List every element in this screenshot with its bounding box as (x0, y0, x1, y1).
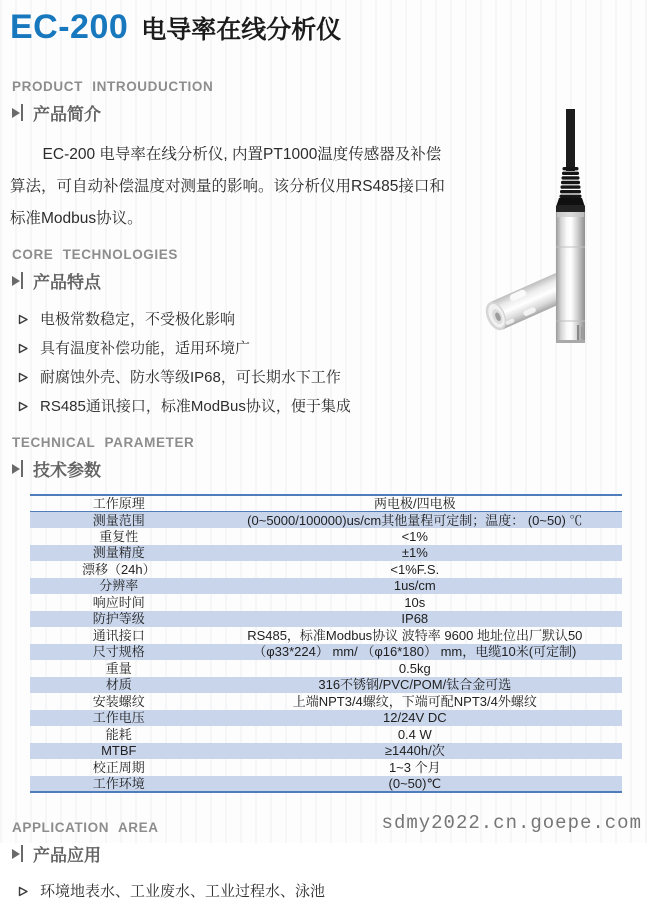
feature-text: 电极常数稳定，不受极化影响 (40, 311, 236, 328)
arrow-bullet-icon (18, 401, 29, 412)
param-label: 材质 (30, 677, 208, 694)
section-title-zh (12, 841, 647, 866)
table-row (30, 660, 622, 677)
watermark-text: sdmy2022.cn.goepe.com (381, 812, 642, 834)
param-value: 两电极/四电极 (208, 495, 622, 512)
section-title-zh (12, 456, 647, 481)
param-label: 重复性 (99, 528, 139, 544)
table-row (30, 743, 622, 760)
section-marker-icon (12, 460, 23, 477)
param-value: 10s (404, 594, 426, 610)
param-value: 1~3 个月 (388, 759, 441, 775)
param-value: (0~5000/100000)us/cm其他量程可定制；温度： (0~50) ℃ (208, 512, 622, 529)
param-value: <1% (401, 528, 428, 544)
section-title-zh-label: 产品特点 (33, 273, 101, 292)
param-value: 0.4 W (397, 726, 432, 742)
table-row (30, 759, 622, 776)
param-value: 12/24V DC (208, 710, 622, 727)
table-row (30, 710, 622, 727)
param-label: 测量范围 (30, 512, 208, 529)
param-label: 能耗 (105, 726, 132, 742)
param-value: ±1% (208, 545, 622, 562)
param-value: （φ33*224） mm/ （φ16*180） mm，电缆10米(可定制) (208, 644, 622, 661)
param-label: MTBF (30, 743, 208, 760)
product-name: 电导率在线分析仪 (141, 16, 342, 44)
section-title-zh-label: 产品应用 (33, 846, 101, 865)
param-value: IP68 (208, 611, 622, 628)
section-marker-icon (12, 104, 23, 121)
table-row (30, 776, 622, 793)
table-row (30, 726, 622, 743)
table-row (30, 528, 622, 545)
table-row (30, 644, 622, 661)
section-technical-parameter (10, 435, 647, 793)
feature-text: 耐腐蚀外壳、防水等级IP68，可长期水下工作 (40, 369, 341, 386)
intro-paragraph: EC-200 电导率在线分析仪, 内置PT1000温度传感器及补偿算法，可自动补偿温度对测量的影响。该分析仪用RS485接口和标准Modbus协议。 (10, 146, 445, 227)
table-row (30, 495, 622, 512)
param-label: 工作电压 (30, 710, 208, 727)
param-label: 防护等级 (30, 611, 208, 628)
param-value: <1%F.S. (390, 561, 440, 577)
arrow-bullet-icon (18, 314, 29, 325)
param-value: (0~50)℃ (208, 776, 622, 793)
table-row (30, 611, 622, 628)
feature-text: RS485通讯接口，标准ModBus协议，便于集成 (40, 398, 351, 415)
section-title-en: APPLICATION AREA (12, 820, 159, 835)
table-row (30, 594, 622, 611)
table-row (30, 693, 622, 710)
section-title-zh-label: 产品简介 (33, 105, 101, 124)
table-row (30, 512, 622, 529)
param-value: 1us/cm (208, 578, 622, 595)
technical-parameter-table (30, 494, 622, 793)
param-label: 响应时间 (92, 594, 145, 610)
param-label: 测量精度 (30, 545, 208, 562)
param-value: 上端NPT3/4螺纹，下端可配NPT3/4外螺纹 (292, 693, 537, 709)
section-title-en: PRODUCT INTROUDUCTION (12, 79, 214, 94)
param-label: 分辨率 (30, 578, 208, 595)
product-photo (460, 95, 647, 385)
section-title-en: CORE TECHNOLOGIES (12, 247, 178, 262)
list-item (18, 877, 647, 906)
page-title (10, 8, 647, 47)
param-label: 重量 (105, 660, 132, 676)
param-label: 通讯接口 (92, 627, 145, 643)
table-row (30, 545, 622, 562)
param-value: RS485，标准Modbus协议 波特率 9600 地址位出厂默认50 (247, 627, 583, 643)
table-row (30, 627, 622, 644)
param-label: 校正周期 (92, 759, 145, 775)
param-label: 工作环境 (30, 776, 208, 793)
application-text: 环境地表水、工业废水、工业过程水、泳池 (40, 883, 326, 900)
section-title-en: TECHNICAL PARAMETER (12, 435, 195, 450)
param-label: 尺寸规格 (30, 644, 208, 661)
param-value: 316不锈钢/PVC/POM/钛合金可选 (208, 677, 622, 694)
list-item (18, 392, 647, 421)
param-label: 安装螺纹 (92, 693, 145, 709)
feature-text: 具有温度补偿功能，适用环境广 (40, 340, 251, 357)
table-row (30, 561, 622, 578)
conductivity-sensor-image (460, 95, 647, 385)
arrow-bullet-icon (18, 343, 29, 354)
section-title-zh-label: 技术参数 (33, 461, 101, 480)
table-row (30, 677, 622, 694)
param-label: 漂移（24h） (81, 561, 156, 577)
arrow-bullet-icon (18, 886, 29, 897)
application-list (18, 877, 647, 906)
param-value: 0.5kg (398, 660, 431, 676)
section-marker-icon (12, 272, 23, 289)
table-row (30, 578, 622, 595)
arrow-bullet-icon (18, 372, 29, 383)
section-marker-icon (12, 845, 23, 862)
param-value: ≥1440h/次 (208, 743, 622, 760)
product-model: EC-200 (10, 8, 129, 46)
param-label: 工作原理 (30, 495, 208, 512)
